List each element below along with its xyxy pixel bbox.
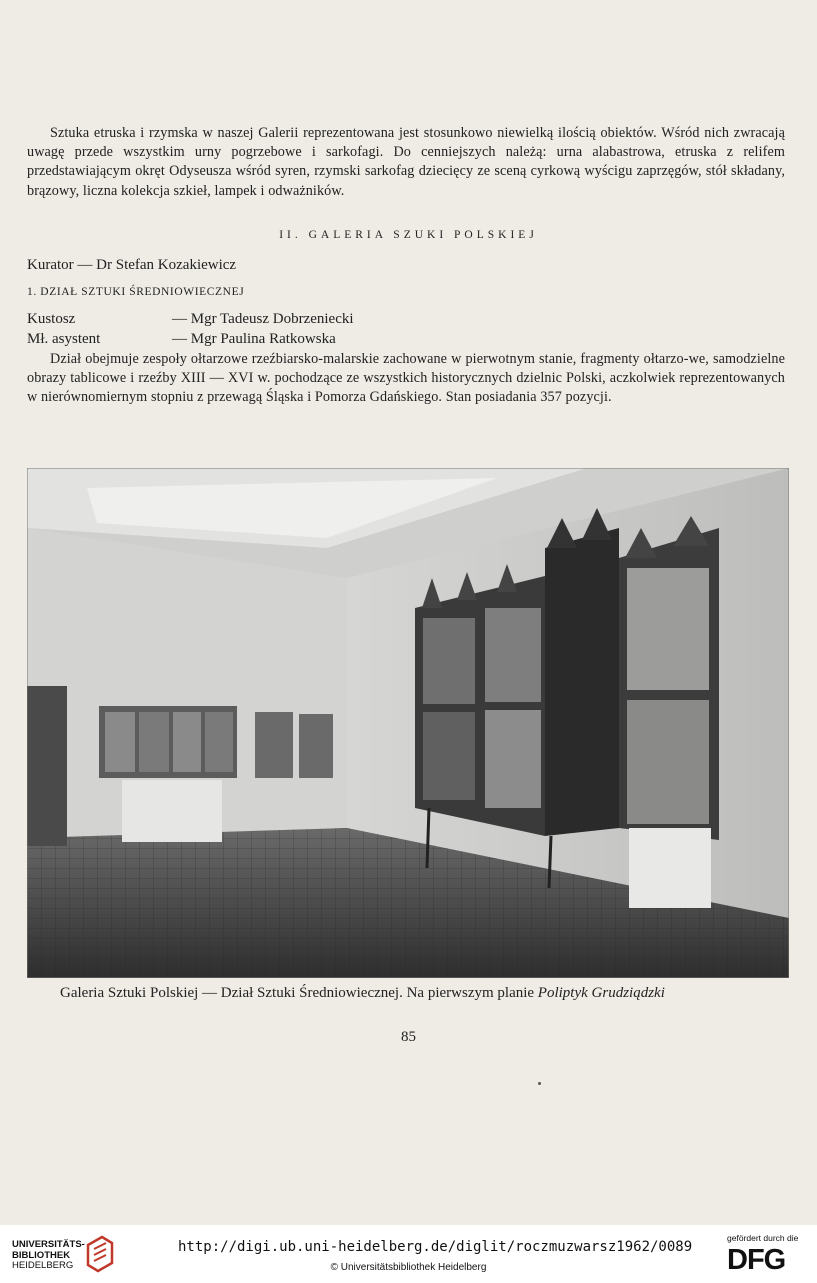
intro-paragraph: Sztuka etruska i rzymska w naszej Galerii reprezentowana jest stosunkowo niewielką ilością obiektów. Wśród nich zwracają uwagę przede wszystkim urny pogrzebowe i sarkofagi. Do cenniejszych należą: urna alabastrowa, etruska z relifem przedstawiającym okręt Odyseusza wśród syren, rzymski sarkofag dziecięcy ze sceną cyrkową wyścigu zaprzęgów, stół składany, brązowy, liczna kolekcja szkieł, lampek i odważników. xyxy=(27,125,785,199)
caption-text: Galeria Sztuki Polskiej — Dział Sztuki Średniowiecznej. Na pierwszym planie xyxy=(60,985,538,1001)
staff-name: — Mgr Tadeusz Dobrzeniecki xyxy=(172,311,354,327)
photo-caption xyxy=(60,985,665,1002)
library-name-line: BIBLIOTHEK xyxy=(12,1249,71,1261)
gallery-photograph xyxy=(27,468,789,978)
footer-bar xyxy=(0,1225,817,1283)
page-number: 85 xyxy=(401,1029,416,1045)
source-url-link[interactable]: http://digi.ub.uni-heidelberg.de/diglit/roczmuzwarsz1962/0089 xyxy=(178,1239,693,1255)
speck xyxy=(538,1082,541,1085)
staff-role: Mł. asystent xyxy=(27,331,101,347)
caption-italic-title: Poliptyk Grudziądzki xyxy=(537,985,665,1001)
staff-name: — Mgr Paulina Ratkowska xyxy=(172,331,336,347)
section-heading: II. GALERIA SZUKI POLSKIEJ xyxy=(279,229,538,241)
library-name-line: HEIDELBERG xyxy=(12,1260,74,1271)
dfg-logo: DFG xyxy=(727,1244,786,1276)
library-name-line: UNIVERSITÄTS- xyxy=(12,1239,85,1250)
curator-line: Kurator — Dr Stefan Kozakiewicz xyxy=(27,257,237,273)
staff-role: Kustosz xyxy=(27,311,76,327)
department-paragraph: Dział obejmuje zespoły ołtarzowe rzeźbiarsko-malarskie zachowane w pierwotnym stanie, fragmenty ołtarzo-we, samodzielne obrazy tablicowe i rzeźby XIII — XVI w. pochodzące ze wszystkich historycznych dzielnic Polski, aczkolwiek reprezentowanych w nierównomiernym stopniu z przewagą Śląska i Pomorza Gdańskiego. Stan posiadania 357 pozycji. xyxy=(27,351,785,406)
copyright-notice: © Universitätsbibliothek Heidelberg xyxy=(330,1262,487,1273)
funding-label: gefördert durch die xyxy=(727,1233,799,1243)
staff-row xyxy=(27,331,336,348)
subsection-heading: 1. DZIAŁ SZTUKI ŚREDNIOWIECZNEJ xyxy=(27,286,245,298)
staff-row xyxy=(27,311,354,328)
